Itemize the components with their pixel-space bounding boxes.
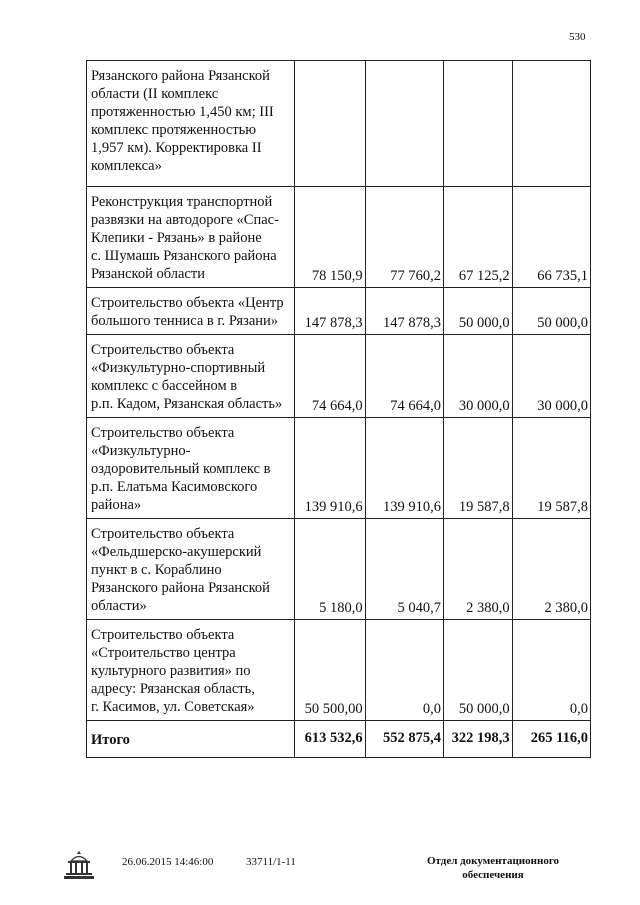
description-line: Строительство объекта (91, 342, 235, 358)
description-line: Строительство объекта (91, 526, 235, 542)
row-value-4 (512, 61, 590, 187)
row-description (87, 187, 295, 288)
table-body (87, 61, 591, 758)
row-value-1 (294, 61, 365, 187)
row-value-3: 67 125,2 (443, 187, 512, 288)
table-row (87, 61, 591, 187)
description-line: 1,957 км). Корректировка II (91, 140, 262, 156)
table-row (87, 187, 591, 288)
table-row (87, 519, 591, 620)
row-value-1: 139 910,6 (294, 418, 365, 519)
row-value-3: 19 587,8 (443, 418, 512, 519)
description-line: пункт в с. Кораблино (91, 562, 222, 578)
footer-dept-line2: обеспечения (462, 869, 524, 881)
description-line: комплекс протяженностью (91, 122, 257, 138)
total-value-4: 265 116,0 (512, 721, 590, 758)
description-line: комплекс с бассейном в (91, 378, 238, 394)
description-line: Строительство объекта «Центр (91, 295, 284, 311)
footer-code: 33711/1-11 (246, 856, 296, 868)
footer-dept-line1: Отдел документационного (426, 855, 560, 867)
row-description (87, 519, 295, 620)
description-line: культурного развития» по (91, 663, 251, 679)
row-value-3: 30 000,0 (443, 335, 512, 418)
description-line: «Физкультурно- (91, 443, 191, 459)
duma-building-icon (62, 848, 96, 882)
description-line: «Фельдшерско-акушерский (91, 544, 262, 560)
row-value-1: 50 500,00 (294, 620, 365, 721)
total-value-3: 322 198,3 (443, 721, 512, 758)
row-description (87, 620, 295, 721)
description-line: протяженностью 1,450 км; III (91, 104, 274, 120)
description-line: с. Шумашь Рязанского района (91, 248, 277, 264)
row-value-2: 139 910,6 (365, 418, 443, 519)
description-line: р.п. Елатьма Касимовского (91, 479, 258, 495)
footer-date: 26.06.2015 14:46:00 (122, 856, 214, 868)
row-value-4: 30 000,0 (512, 335, 590, 418)
table-row (87, 418, 591, 519)
row-value-2: 5 040,7 (365, 519, 443, 620)
row-value-1: 5 180,0 (294, 519, 365, 620)
row-description (87, 335, 295, 418)
row-value-2 (365, 61, 443, 187)
total-label: Итого (87, 721, 295, 758)
description-line: Реконструкция транспортной (91, 194, 273, 210)
row-value-4: 0,0 (512, 620, 590, 721)
description-line: большого тенниса в г. Рязани» (91, 313, 279, 329)
description-line: области» (91, 598, 147, 614)
description-line: «Строительство центра (91, 645, 236, 661)
row-value-4: 19 587,8 (512, 418, 590, 519)
total-value-1: 613 532,6 (294, 721, 365, 758)
description-line: оздоровительный комплекс в (91, 461, 271, 477)
row-value-2: 77 760,2 (365, 187, 443, 288)
description-line: Рязанского района Рязанской (91, 68, 270, 84)
budget-table (86, 60, 591, 758)
description-line: р.п. Кадом, Рязанская область» (91, 396, 283, 412)
row-value-1: 74 664,0 (294, 335, 365, 418)
row-value-1: 147 878,3 (294, 288, 365, 335)
row-value-2: 147 878,3 (365, 288, 443, 335)
description-line: адресу: Рязанская область, (91, 681, 255, 697)
row-description (87, 418, 295, 519)
description-line: комплекса» (91, 158, 162, 174)
row-value-4: 2 380,0 (512, 519, 590, 620)
row-description (87, 288, 295, 335)
table-row (87, 335, 591, 418)
total-value-2: 552 875,4 (365, 721, 443, 758)
table-row (87, 620, 591, 721)
description-line: Строительство объекта (91, 425, 235, 441)
description-line: Рязанского района Рязанской (91, 580, 270, 596)
row-value-4: 50 000,0 (512, 288, 590, 335)
description-line: района» (91, 497, 142, 513)
row-value-3: 50 000,0 (443, 288, 512, 335)
description-line: области (II комплекс (91, 86, 219, 102)
description-line: Клепики - Рязань» в районе (91, 230, 262, 246)
row-value-1: 78 150,9 (294, 187, 365, 288)
row-value-3 (443, 61, 512, 187)
description-line: Строительство объекта (91, 627, 235, 643)
description-line: г. Касимов, ул. Советская» (91, 699, 255, 715)
row-value-2: 0,0 (365, 620, 443, 721)
row-value-3: 2 380,0 (443, 519, 512, 620)
row-description (87, 61, 295, 187)
total-row (87, 721, 591, 758)
description-line: развязки на автодороге «Спас- (91, 212, 279, 228)
row-value-2: 74 664,0 (365, 335, 443, 418)
description-line: «Физкультурно-спортивный (91, 360, 266, 376)
table-row (87, 288, 591, 335)
row-value-4: 66 735,1 (512, 187, 590, 288)
page-number: 530 (569, 31, 586, 43)
row-value-3: 50 000,0 (443, 620, 512, 721)
footer-department (418, 854, 568, 882)
description-line: Рязанской области (91, 266, 205, 282)
